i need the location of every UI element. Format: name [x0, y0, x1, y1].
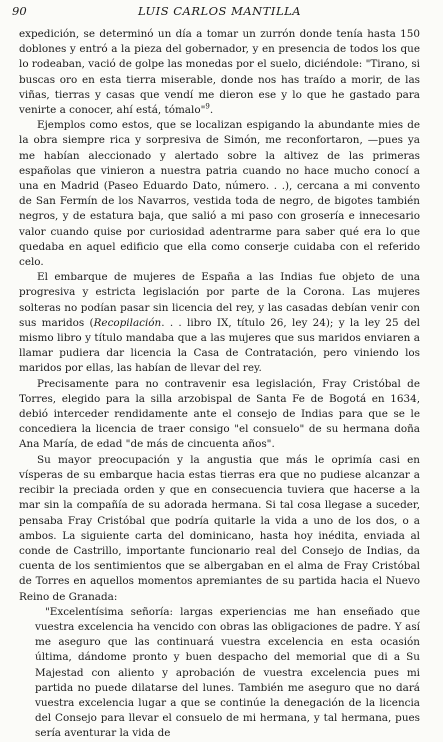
body-text	[19, 27, 420, 742]
page-number: 90	[12, 4, 27, 18]
paragraph-2: Ejemplos como estos, que se localizan espigando la abundante mies de la obra siempre rica y sorpresiva de Simón, me reconfortaron, —pues ya me habían aleccionado y alertado sobre la altivez de las primeras españolas que vinieron a nuestra patria cuando no hace mucho conocí a una en Madrid (Paseo Eduardo Dato, número. . .), cercana a mi convento de San Fermín de los Navarros, vestida toda de negro, de bigotes también negros, y de estatura baja, que salió a mi paso con grosería e innecesario valor cuando quise por curiosidad adentrarme para saber qué era lo que quedaba en aquel edificio que ella como conserje cuidaba con el referido celo.	[19, 119, 420, 269]
page-header	[12, 4, 427, 22]
paragraph-1: expedición, se determinó un día a tomar un zurrón donde tenía hasta 150 doblones y entró a la pieza del gobernador, y en presencia de todos los que lo rodeaban, vació de golpe las monedas por el suelo, diciéndole: "Tirano, si buscas oro en esta tierra miserable, donde nos has traído a morir, de las viñas, tierras y casas que vendí me dieron ese y lo que he gastado para venirte a conocer, ahí está, tómalo"$^9$.	[19, 28, 420, 117]
paragraph-3	[19, 270, 420, 376]
paragraph-3-text-a: El embarque de mujeres de España a las Indias fue objeto de una progresiva y estricta legislación por parte de la Corona. Las mujeres solteras no podían pasar sin licencia del rey, y las casadas debían venir con sus maridos (	[19, 271, 420, 329]
paragraph-4: Precisamente para no contravenir esa legislación, Fray Cristóbal de Torres, elegido para la silla arzobispal de Santa Fe de Bogotá en 1634, debió interceder rendidamente ante el consejo de Indias para que se le concediera la licencia de traer consigo "el consuelo" de su hermana doña Ana María, de edad "de más de cincuenta años".	[19, 377, 420, 451]
footnote-marker: 9	[205, 102, 210, 111]
paragraph-3-text-b: . . . libro IX, título 26, ley 24); y la ley 25 del mismo libro y título mandaba que a las mujeres que sus maridos enviaren a llamar pudiera dar licencia la Casa de Contratación, pero viniendo los maridos por ellas, las habían de llevar del rey.	[19, 316, 421, 375]
paragraph-3-italic: Recopilación	[93, 316, 162, 329]
paragraph-5: Su mayor preocupación y la angustia que más le oprimía casi en vísperas de su embarque hacia estas tierras era que no pudiese alcanzar a recibir la preciada orden y que en consecuencia tuviera que hacerse a la mar sin la compañía de su adorada hermana. Si tal cosa llegase a suceder, pensaba Fray Cristóbal que podría quitarle la vida a uno de los dos, o a ambos. La siguiente carta del dominicano, hasta hoy inédita, enviada al conde de Castrillo, importante funcionario real del Consejo de Indias, da cuenta de los sentimientos que se albergaban en el alma de Fray Cristóbal de Torres en aquellos momentos apremiantes de su partida hacia el Nuevo Reino de Granada:	[19, 453, 420, 603]
running-title: LUIS CARLOS MANTILLA	[137, 4, 302, 18]
paragraph-1-text: expedición, se determinó un día a tomar un zurrón donde tenía hasta 150 doblones y entró a la pieza del gobernador, y en presencia de todos los que lo rodeaban, vació de golpe las monedas por el suelo, diciéndole: "Tirano, si buscas oro en esta tierra miserable, donde nos has traído a morir, de las viñas, tierras y casas que vendí me dieron ese y lo que he gastado para venirte a conocer, ahí está, tómalo"	[19, 28, 420, 117]
quoted-letter: "Excelentísima señoría: largas experiencias me han enseñado que vuestra excelencia ha vencido con obras las obligaciones de padre. Y así me aseguro que las continuará vuestra excelencia en esta ocasión última, dándome pronto y buen despacho del memorial que di a Su Majestad con aliento y aprobación de vuestra excelencia pues mi partida no puede dilatarse del lunes. También me aseguro que no dará vuestra excelencia lugar a que se continúe la denegación de la licencia del Consejo para llevar el consuelo de mi hermana, y tal hermana, pues sería aventurar la vida de	[35, 605, 420, 740]
